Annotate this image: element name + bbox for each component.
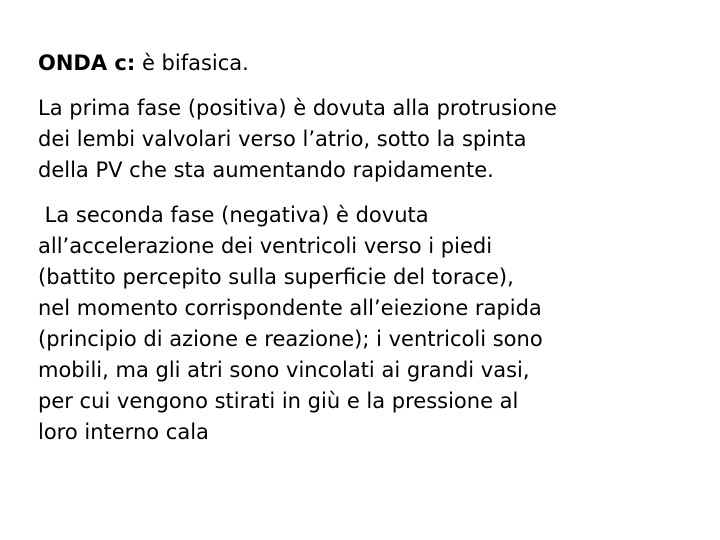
text-line: loro interno cala bbox=[38, 420, 209, 444]
paragraph-second-phase bbox=[38, 200, 698, 448]
text-line: (battito percepito sulla superficie del torace), bbox=[38, 265, 514, 289]
text-line: La prima fase (positiva) è dovuta alla protrusione bbox=[38, 96, 557, 120]
heading-label: ONDA c: bbox=[38, 51, 136, 75]
slide-heading bbox=[38, 48, 698, 78]
text-line: della PV che sta aumentando rapidamente. bbox=[38, 158, 494, 182]
paragraph-first-phase bbox=[38, 93, 698, 186]
slide-content bbox=[38, 48, 698, 448]
text-line: per cui vengono stirati in giù e la pressione al bbox=[38, 389, 519, 413]
text-line: all’accelerazione dei ventricoli verso i piedi bbox=[38, 234, 493, 258]
text-line: La seconda fase (negativa) è dovuta bbox=[38, 203, 429, 227]
text-line: mobili, ma gli atri sono vincolati ai grandi vasi, bbox=[38, 358, 530, 382]
text-line: nel momento corrispondente all’eiezione rapida bbox=[38, 296, 542, 320]
heading-text: è bifasica. bbox=[135, 51, 249, 75]
text-line: dei lembi valvolari verso l’atrio, sotto la spinta bbox=[38, 127, 527, 151]
text-line: (principio di azione e reazione); i ventricoli sono bbox=[38, 327, 543, 351]
